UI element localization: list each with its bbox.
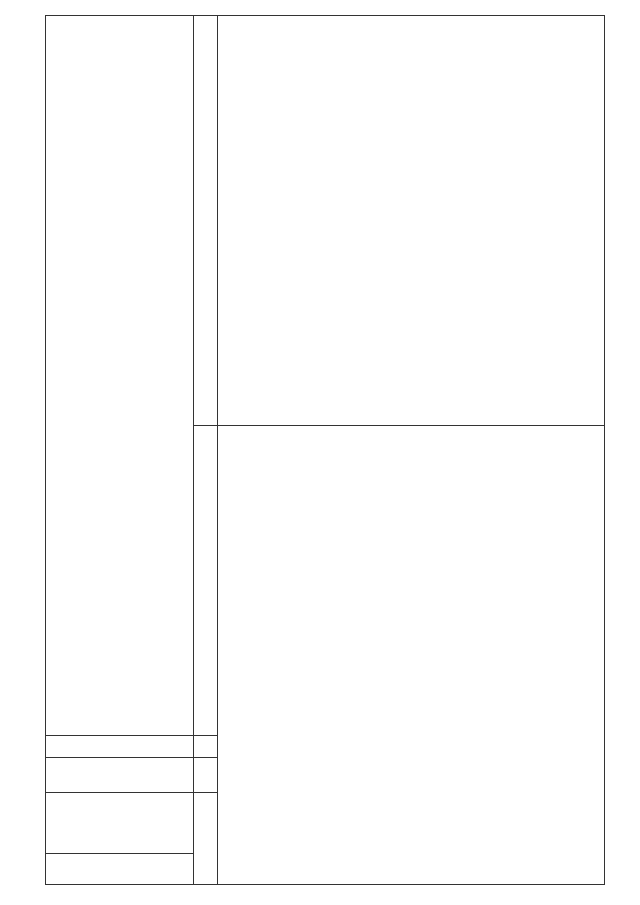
cell-repeat-stage [218,16,605,426]
cell-itogo-empty-2 [194,758,218,793]
cell-itogo [194,16,218,426]
rotated-table-wrapper [45,15,605,885]
cell-itogo-empty [194,793,218,885]
table-row-repeat [218,16,605,885]
table-row-itogo [194,16,218,885]
cell-top-text [46,16,194,736]
table-row-top [46,16,194,885]
cell-repeat-text [218,426,605,885]
cell-type [46,793,194,885]
cell-itogo-empty-3 [194,736,218,758]
cell-qty [46,736,194,758]
cell-itogo-empty-4 [194,426,218,736]
cell-empty-1 [46,758,194,793]
rehab-table [45,15,605,885]
cell-type-label [46,853,193,884]
